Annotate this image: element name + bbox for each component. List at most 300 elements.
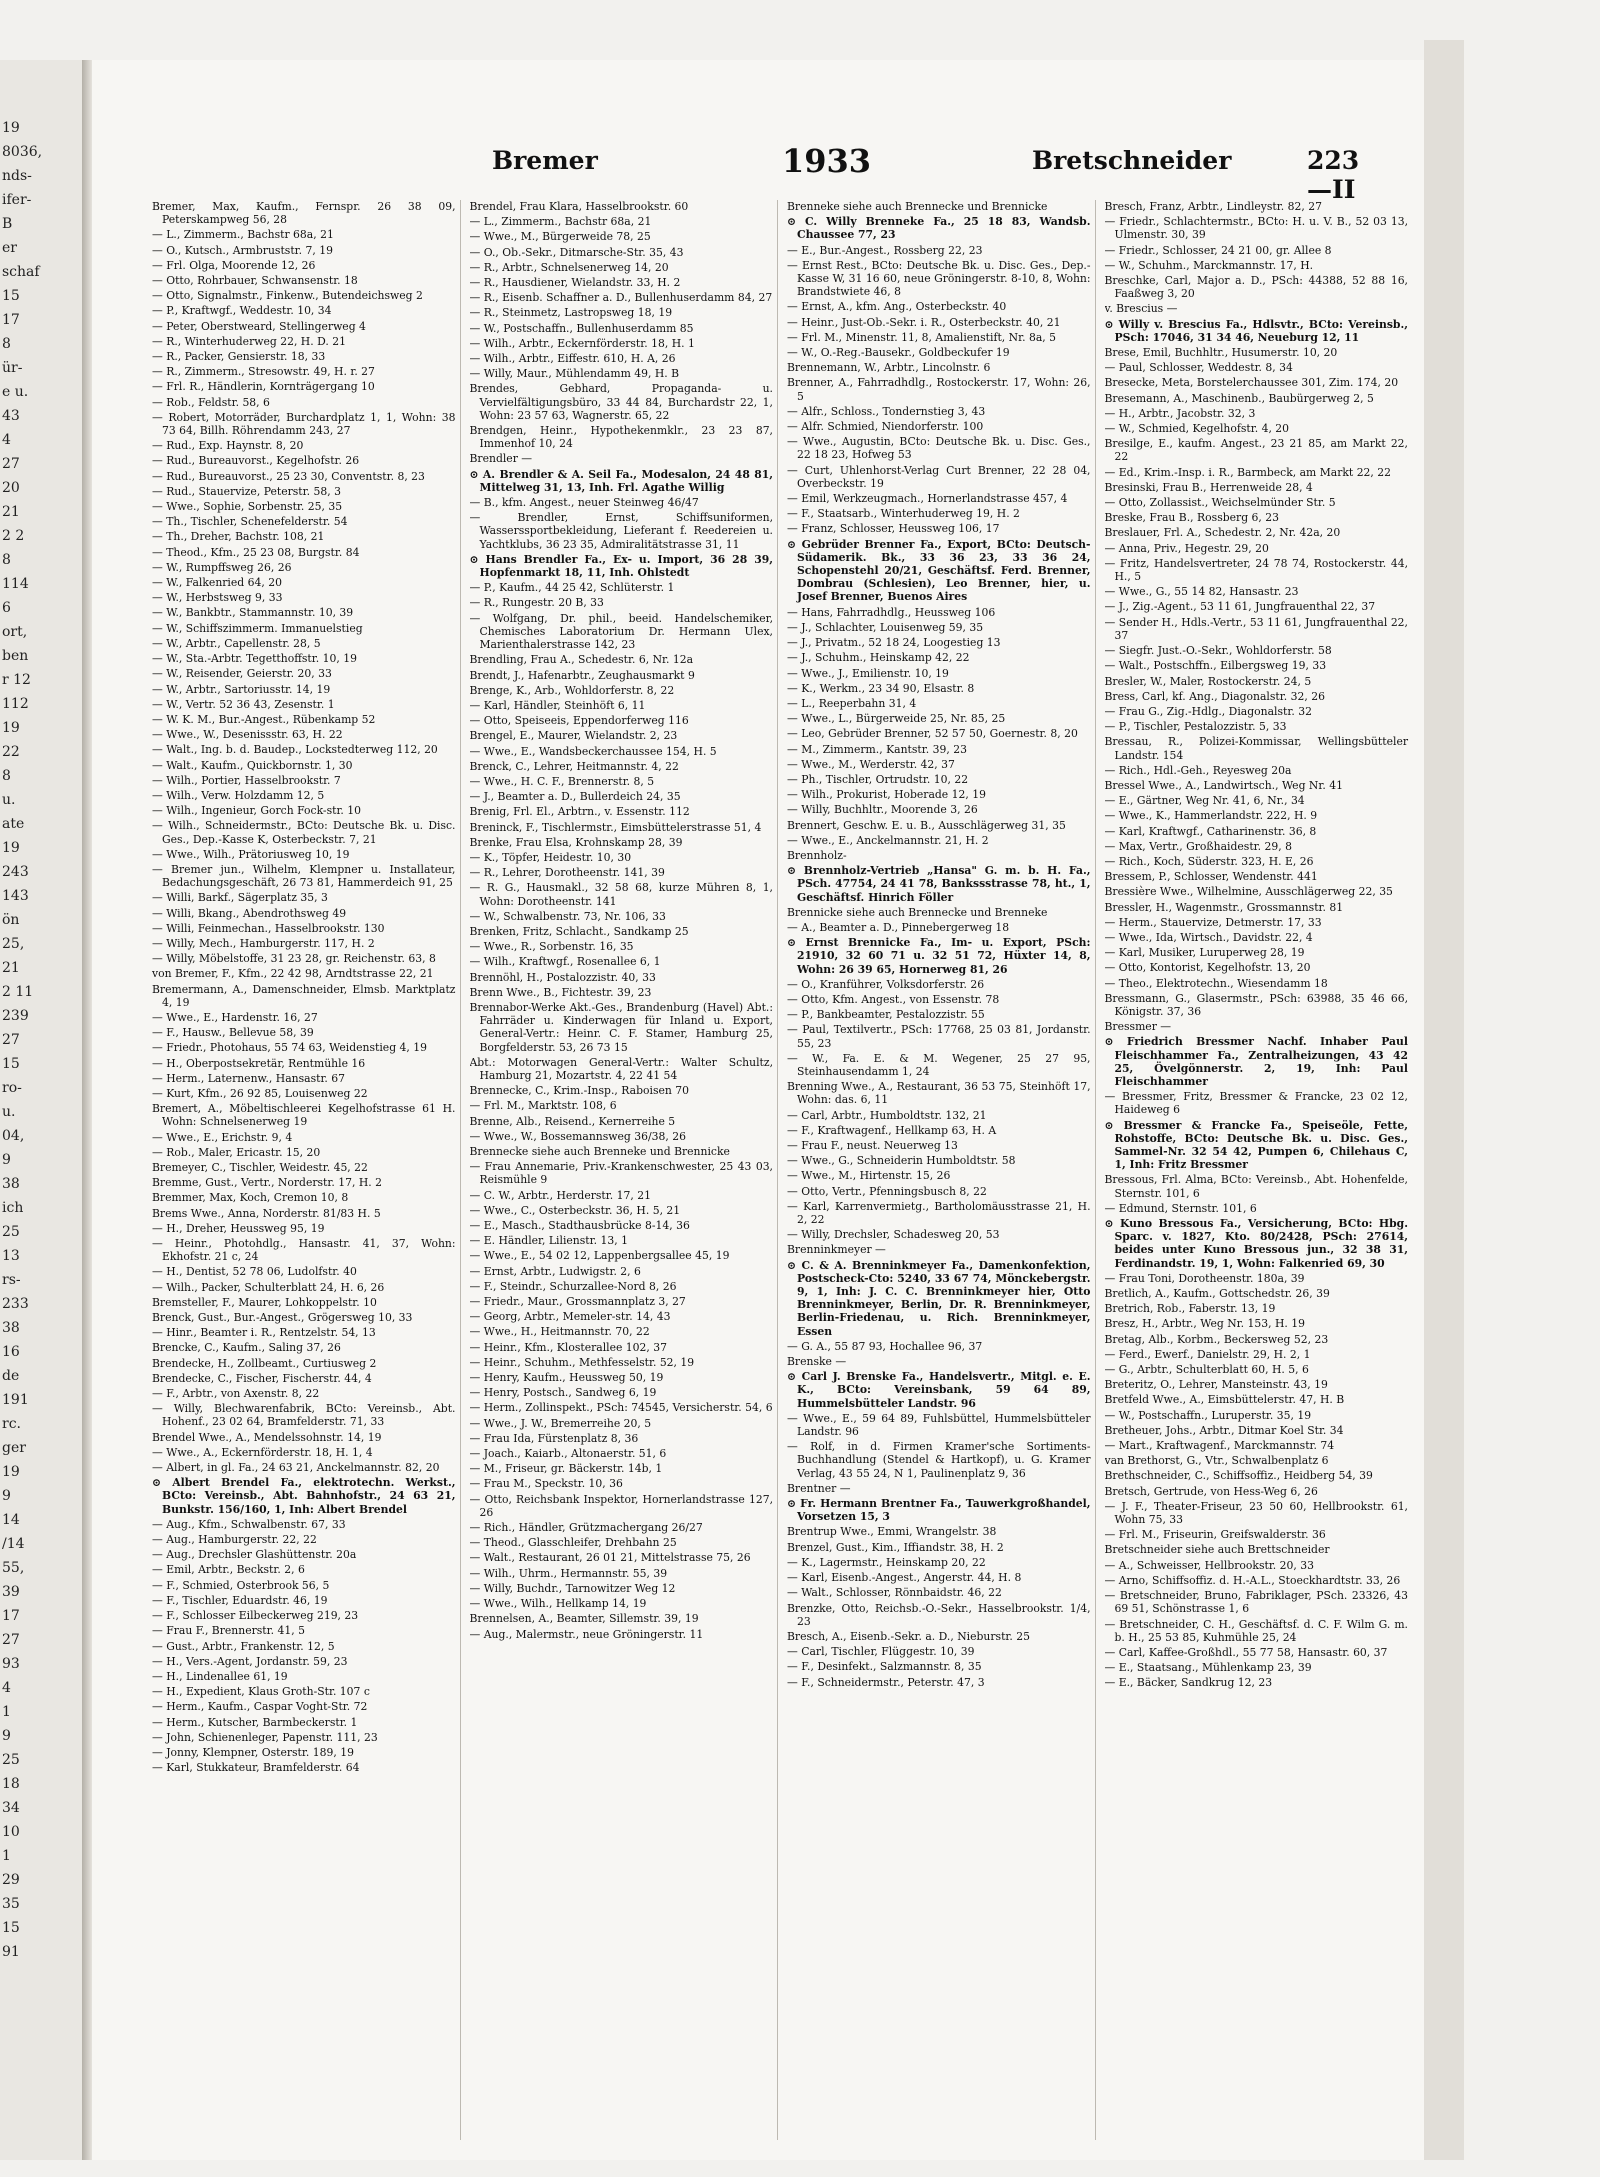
directory-entry: — Friedr., Photohaus, 55 74 63, Weidenstieg 4, 19 bbox=[152, 1041, 428, 1055]
directory-entry: — W., Postschaffn., Luruperstr. 35, 19 bbox=[1104, 1408, 1312, 1422]
directory-entry: Brendecke, H., Zollbeamt., Curtiusweg 2 bbox=[152, 1356, 377, 1370]
directory-entry: ⊙ Fr. Hermann Brentner Fa., Tauwerkgroßhandel, Vorsetzen 15, 3 bbox=[787, 1497, 1091, 1524]
directory-entry: — Otto, Kfm. Angest., von Essenstr. 78 bbox=[787, 992, 1000, 1006]
directory-entry: — Arno, Schiffsoffiz. d. H.-A.L., Stoeckhardtstr. 33, 26 bbox=[1104, 1573, 1401, 1587]
directory-page bbox=[92, 60, 1424, 2160]
directory-entry: Bretlich, A., Kaufm., Gottschedstr. 26, 39 bbox=[1104, 1287, 1330, 1301]
directory-entry: — Wilh., Packer, Schulterblatt 24, H. 6, 26 bbox=[152, 1280, 385, 1294]
margin-fragment: 14 bbox=[2, 1512, 20, 1528]
directory-entry: — Heinr., Just-Ob.-Sekr. i. R., Osterbeckstr. 40, 21 bbox=[787, 315, 1061, 329]
directory-entry: — Ferd., Ewerf., Danielstr. 29, H. 2, 1 bbox=[1104, 1347, 1311, 1361]
column-4 bbox=[1105, 200, 1413, 2140]
directory-entry: — Heinr., Schuhm., Methfesselstr. 52, 19 bbox=[469, 1355, 695, 1369]
directory-entry: — Robert, Motorräder, Burchardplatz 1, 1, Wohn: 38 73 64, Billh. Röhrendamm 243, 27 bbox=[152, 410, 456, 438]
directory-entry: — Wwe., R., Sorbenstr. 16, 35 bbox=[469, 940, 634, 954]
directory-entry: Brenske — bbox=[787, 1355, 847, 1369]
directory-entry: Bressau, R., Polizei-Kommissar, Wellingsbütteler Landstr. 154 bbox=[1104, 735, 1408, 762]
directory-entry: — Aug., Malermstr., neue Gröningerstr. 11 bbox=[469, 1627, 704, 1641]
directory-entry: — Wwe., K., Hammerlandstr. 222, H. 9 bbox=[1104, 809, 1318, 823]
directory-entry: — A., Schweisser, Hellbrookstr. 20, 33 bbox=[1104, 1558, 1315, 1572]
directory-entry: — Bretschneider, Bruno, Fabriklager, PSch. 23326, 43 69 51, Schönstrasse 1, 6 bbox=[1104, 1589, 1408, 1616]
directory-entry: Bretrich, Rob., Faberstr. 13, 19 bbox=[1104, 1302, 1276, 1316]
directory-entry: — Herm., Zollinspekt., PSch: 74545, Versicherstr. 54, 6 bbox=[469, 1401, 773, 1415]
directory-entry: ⊙ Kuno Bressous Fa., Versicherung, BCto: Hbg. Sparc. v. 1827, Kto. 80/2428, PSch: 27614, beides unter Kuno Bressous jun., 32 38 31, Ferdinandstr. 19, 1, Wohn: Falkenried 69, 30 bbox=[1104, 1217, 1408, 1270]
directory-columns bbox=[152, 200, 1412, 2140]
directory-entry: Breninck, F., Tischlermstr., Eimsbüttelerstrasse 51, 4 bbox=[469, 820, 762, 834]
directory-entry: — Willy, Buchhltr., Moorende 3, 26 bbox=[787, 803, 978, 817]
directory-entry: — Walt., Kaufm., Quickbornstr. 1, 30 bbox=[152, 758, 353, 772]
directory-entry: Bress, Carl, kf. Ang., Diagonalstr. 32, 26 bbox=[1104, 689, 1325, 703]
directory-entry: ⊙ Bressmer & Francke Fa., Speiseöle, Fette, Rohstoffe, BCto: Deutsche Bk. u. Disc. Ges., Sammel-Nr. 32 54 42, Pumpen 6, Chilehaus C, 1, Inh: Fritz Bressmer bbox=[1104, 1118, 1408, 1172]
margin-fragment: rs- bbox=[2, 1272, 21, 1288]
directory-entry: — W., Vertr. 52 36 43, Zesenstr. 1 bbox=[152, 697, 335, 711]
page-edge bbox=[1424, 40, 1464, 2160]
directory-entry: — Walt., Ing. b. d. Baudep., Lockstedterweg 112, 20 bbox=[152, 743, 438, 757]
directory-entry: Brennholz- bbox=[787, 848, 847, 862]
directory-entry: — F., Steindr., Schurzallee-Nord 8, 26 bbox=[469, 1279, 677, 1293]
directory-entry: Brentner — bbox=[787, 1481, 851, 1495]
margin-fragment: de bbox=[2, 1368, 20, 1384]
directory-entry: ⊙ Carl J. Brenske Fa., Handelsvertr., Mitgl. e. E. K., BCto: Vereinsbank, 59 64 89, Hummelsbütteler Landstr. 96 bbox=[787, 1370, 1091, 1410]
directory-entry: — Theo., Elektrotechn., Wiesendamm 18 bbox=[1104, 976, 1328, 990]
directory-entry: — Karl, Eisenb.-Angest., Angerstr. 44, H. 8 bbox=[787, 1571, 1022, 1585]
directory-entry: — W., Fa. E. & M. Wegener, 25 27 95, Steinhausendamm 1, 24 bbox=[787, 1051, 1091, 1078]
directory-entry: ⊙ Albert Brendel Fa., elektrotechn. Werkst., BCto: Vereinsb., Abt. Bahnhofstr., 24 63 21, Bunkstr. 156/160, 1, Inh: Albert Brendel bbox=[152, 1476, 456, 1516]
directory-entry: — J. F., Theater-Friseur, 23 50 60, Hellbrookstr. 61, Wohn 75, 33 bbox=[1104, 1499, 1408, 1527]
directory-entry: — K., Lagermstr., Heinskamp 20, 22 bbox=[787, 1555, 986, 1569]
directory-entry: — Willy, Buchdr., Tarnowitzer Weg 12 bbox=[469, 1581, 676, 1595]
directory-entry: — Friedr., Schlosser, 24 21 00, gr. Allee 8 bbox=[1104, 243, 1332, 257]
directory-entry: — R., Lehrer, Dorotheenstr. 141, 39 bbox=[469, 866, 665, 880]
directory-entry: — Otto, Zollassist., Weichselmünder Str. 5 bbox=[1104, 496, 1336, 510]
directory-entry: Bresch, Franz, Arbtr., Lindleystr. 82, 27 bbox=[1104, 200, 1322, 213]
margin-fragment: 9 bbox=[2, 1152, 11, 1168]
directory-entry: — L., Zimmerm., Bachstr 68a, 21 bbox=[469, 215, 652, 229]
margin-fragment: 16 bbox=[2, 1344, 20, 1360]
directory-entry: — H., Lindenallee 61, 19 bbox=[152, 1669, 288, 1683]
directory-entry: Bretfeld Wwe., A., Eimsbüttelerstr. 47, H. B bbox=[1104, 1393, 1345, 1407]
directory-entry: Brendt, J., Hafenarbtr., Zeughausmarkt 9 bbox=[469, 668, 695, 682]
directory-entry: — P., Tischler, Pestalozzistr. 5, 33 bbox=[1104, 720, 1287, 734]
directory-entry: Brems Wwe., Anna, Norderstr. 81/83 H. 5 bbox=[152, 1206, 381, 1220]
margin-fragment: u. bbox=[2, 1104, 16, 1120]
directory-entry: — Wwe., L., Bürgerweide 25, Nr. 85, 25 bbox=[787, 712, 1006, 726]
margin-fragment: ort, bbox=[2, 624, 28, 640]
directory-entry: — Willy, Maur., Mühlendamm 49, H. B bbox=[469, 367, 680, 381]
directory-entry: — E. Händler, Lilienstr. 13, 1 bbox=[469, 1234, 628, 1248]
directory-entry: — Peter, Oberstweard, Stellingerweg 4 bbox=[152, 319, 366, 333]
directory-entry: — Frau F., Brennerstr. 41, 5 bbox=[152, 1624, 305, 1638]
directory-entry: — Willi, Bkang., Abendrothsweg 49 bbox=[152, 906, 347, 920]
margin-fragment: 19 bbox=[2, 840, 20, 856]
directory-entry: Brenck, C., Lehrer, Heitmannstr. 4, 22 bbox=[469, 759, 679, 773]
directory-entry: — Otto, Rohrbauer, Schwansenstr. 18 bbox=[152, 274, 358, 288]
directory-entry: — Albert, in gl. Fa., 24 63 21, Anckelmannstr. 82, 20 bbox=[152, 1461, 440, 1475]
margin-fragment: 8 bbox=[2, 552, 11, 568]
directory-entry: ⊙ Hans Brendler Fa., Ex- u. Import, 36 28 39, Hopfenmarkt 18, 11, Inh. Ohlstedt bbox=[469, 552, 773, 580]
directory-entry: Breteritz, O., Lehrer, Mansteinstr. 43, 19 bbox=[1104, 1378, 1328, 1392]
directory-entry: Breschke, Carl, Major a. D., PSch: 44388, 52 88 16, Faaßweg 3, 20 bbox=[1104, 274, 1408, 301]
directory-entry: — Wwe., Augustin, BCto: Deutsche Bk. u. Disc. Ges., 22 18 23, Hofweg 53 bbox=[787, 435, 1091, 462]
directory-entry: — Otto, Kontorist, Kegelhofstr. 13, 20 bbox=[1104, 961, 1311, 975]
directory-entry: Brengel, E., Maurer, Wielandstr. 2, 23 bbox=[469, 729, 678, 743]
directory-entry: Bremme, Gust., Vertr., Norderstr. 17, H. 2 bbox=[152, 1176, 382, 1190]
directory-entry: — Rud., Exp. Haynstr. 8, 20 bbox=[152, 439, 304, 453]
directory-entry: — W., Arbtr., Capellenstr. 28, 5 bbox=[152, 636, 321, 650]
directory-entry: — Wilh., Kraftwgf., Rosenallee 6, 1 bbox=[469, 955, 661, 969]
directory-entry: — M., Friseur, gr. Bäckerstr. 14b, 1 bbox=[469, 1462, 663, 1476]
directory-entry: Bressous, Frl. Alma, BCto: Vereinsb., Abt. Hohenfelde, Sternstr. 101, 6 bbox=[1104, 1173, 1408, 1200]
directory-entry: — Aug., Drechsler Glashüttenstr. 20a bbox=[152, 1548, 357, 1562]
directory-entry: — O., Ob.-Sekr., Ditmarsche-Str. 35, 43 bbox=[469, 245, 684, 259]
margin-fragment: B bbox=[2, 216, 13, 232]
directory-entry: — W., Reisender, Geierstr. 20, 33 bbox=[152, 667, 332, 681]
directory-entry: — Wwe., Wilh., Hellkamp 14, 19 bbox=[469, 1597, 647, 1611]
margin-fragment: 8 bbox=[2, 336, 11, 352]
directory-entry: — Wwe., E., Hardenstr. 16, 27 bbox=[152, 1010, 318, 1024]
margin-fragment: nds- bbox=[2, 168, 32, 184]
directory-entry: — R., Eisenb. Schaffner a. D., Bullenhuserdamm 84, 27 bbox=[469, 291, 773, 305]
directory-entry: Brenig, Frl. El., Arbtrn., v. Essenstr. 112 bbox=[469, 805, 690, 819]
directory-entry: Brendgen, Heinr., Hypothekenmklr., 23 23 87, Immenhof 10, 24 bbox=[469, 424, 773, 451]
directory-entry: — J., Zig.-Agent., 53 11 61, Jungfrauenthal 22, 37 bbox=[1104, 600, 1376, 614]
directory-entry: Brenken, Fritz, Schlacht., Sandkamp 25 bbox=[469, 924, 689, 938]
directory-entry: — Rich., Koch, Süderstr. 323, H. E, 26 bbox=[1104, 854, 1314, 868]
directory-entry: — Aug., Kfm., Schwalbenstr. 67, 33 bbox=[152, 1517, 346, 1531]
margin-fragment: 20 bbox=[2, 480, 20, 496]
directory-entry: — John, Schienenleger, Papenstr. 111, 23 bbox=[152, 1730, 378, 1744]
directory-entry: — Wwe., G., 55 14 82, Hansastr. 23 bbox=[1104, 585, 1299, 599]
margin-fragment: 21 bbox=[2, 960, 20, 976]
directory-entry: — Wilh., Verw. Holzdamm 12, 5 bbox=[152, 788, 325, 802]
directory-entry: — W., Arbtr., Sartoriusstr. 14, 19 bbox=[152, 682, 331, 696]
directory-entry: — Emil, Arbtr., Beckstr. 2, 6 bbox=[152, 1563, 305, 1577]
directory-entry: — H., Oberpostsekretär, Rentmühle 16 bbox=[152, 1056, 366, 1070]
directory-entry: Bretag, Alb., Korbm., Beckersweg 52, 23 bbox=[1104, 1332, 1329, 1346]
directory-entry: — B., kfm. Angest., neuer Steinweg 46/47 bbox=[469, 496, 699, 510]
directory-entry: — F., Hausw., Bellevue 58, 39 bbox=[152, 1026, 314, 1040]
margin-fragment: 243 bbox=[2, 864, 29, 880]
directory-entry: Brencke, C., Kaufm., Saling 37, 26 bbox=[152, 1341, 341, 1355]
margin-fragment: schaf bbox=[2, 264, 40, 280]
margin-fragment: 10 bbox=[2, 1824, 20, 1840]
directory-entry: — K., Werkm., 23 34 90, Elsastr. 8 bbox=[787, 681, 975, 695]
directory-entry: — Ernst Rest., BCto: Deutsche Bk. u. Disc. Ges., Dep.-Kasse W, 31 16 60, neue Gröningerstr. 8-10, 8, Wohn: Brandstwiete 46, 8 bbox=[787, 258, 1091, 299]
margin-fragment: u. bbox=[2, 792, 16, 808]
directory-entry: — F., Staatsarb., Winterhuderweg 19, H. 2 bbox=[787, 507, 1020, 521]
directory-entry: — H., Arbtr., Jacobstr. 32, 3 bbox=[1104, 406, 1256, 420]
directory-entry: — Rud., Bureauvorst., 25 23 30, Conventstr. 8, 23 bbox=[152, 469, 425, 483]
directory-entry: — W., Falkenried 64, 20 bbox=[152, 576, 282, 590]
directory-entry: v. Brescius — bbox=[1104, 302, 1178, 316]
margin-fragment: 112 bbox=[2, 696, 29, 712]
directory-entry: — F., Desinfekt., Salzmannstr. 8, 35 bbox=[787, 1660, 982, 1674]
margin-fragment: ate bbox=[2, 816, 25, 832]
directory-entry: — R., Winterhuderweg 22, H. D. 21 bbox=[152, 334, 346, 348]
margin-fragment: 22 bbox=[2, 744, 20, 760]
margin-fragment: 25 bbox=[2, 1752, 20, 1768]
directory-entry: Bretsch, Gertrude, von Hess-Weg 6, 26 bbox=[1104, 1484, 1318, 1498]
directory-entry: Brenzke, Otto, Reichsb.-O.-Sekr., Hasselbrookstr. 1/4, 23 bbox=[787, 1601, 1091, 1628]
directory-entry: ⊙ Gebrüder Brenner Fa., Export, BCto: Deutsch-Südamerik. Bk., 33 36 23, 33 36 24, Schopenstehl 20/21, Geschäftsf. Ferd. Brenner, Dombrau (Schlesien), Leo Brenner, hier, u. Josef Brenner, Buenos Aires bbox=[787, 537, 1091, 604]
margin-fragment: 91 bbox=[2, 1944, 20, 1960]
directory-entry: — Heinr., Photohdlg., Hansastr. 41, 37, Wohn: Ekhofstr. 21 c, 24 bbox=[152, 1237, 456, 1264]
directory-entry: — Frau G., Zig.-Hdlg., Diagonalstr. 32 bbox=[1104, 704, 1312, 718]
column-3 bbox=[787, 200, 1096, 2140]
directory-entry: Bresz, H., Arbtr., Weg Nr. 153, H. 19 bbox=[1104, 1317, 1305, 1331]
directory-entry: — Rolf, in d. Firmen Kramer'sche Sortiments-Buchhandlung (Stendel & Hartkopf), u. G. Kramer Verlag, 43 55 24, N 1, Paulinenplatz 9, 36 bbox=[787, 1440, 1091, 1480]
directory-entry: — Gust., Arbtr., Frankenstr. 12, 5 bbox=[152, 1639, 335, 1653]
directory-entry: Brendecke, C., Fischer, Fischerstr. 44, 4 bbox=[152, 1371, 372, 1385]
margin-fragment: 15 bbox=[2, 1056, 20, 1072]
directory-entry: — Rich., Hdl.-Geh., Reyesweg 20a bbox=[1104, 763, 1292, 777]
column-2 bbox=[470, 200, 779, 2140]
directory-entry: — Wwe., E., Wandsbeckerchaussee 154, H. 5 bbox=[469, 744, 717, 758]
directory-entry: — Wwe., Sophie, Sorbenstr. 25, 35 bbox=[152, 500, 343, 514]
directory-entry: — Georg, Arbtr., Memeler-str. 14, 43 bbox=[469, 1310, 671, 1324]
margin-fragment: 4 bbox=[2, 1680, 11, 1696]
directory-entry: — Rud., Stauervize, Peterstr. 58, 3 bbox=[152, 484, 341, 498]
directory-entry: — J., Privatm., 52 18 24, Loogestieg 13 bbox=[787, 636, 1001, 650]
directory-entry: — Bressmer, Fritz, Bressmer & Francke, 23 02 12, Haideweg 6 bbox=[1104, 1090, 1408, 1117]
margin-fragment: ben bbox=[2, 648, 29, 664]
directory-entry: — W. K. M., Bur.-Angest., Rübenkamp 52 bbox=[152, 712, 376, 726]
directory-entry: — W., Bankbtr., Stammannstr. 10, 39 bbox=[152, 606, 354, 620]
directory-entry: — E., Masch., Stadthausbrücke 8-14, 36 bbox=[469, 1219, 690, 1233]
directory-entry: — W., Postschaffn., Bullenhuserdamm 85 bbox=[469, 321, 694, 335]
directory-entry: Brennecke siehe auch Brenneke und Brennicke bbox=[469, 1145, 730, 1158]
directory-entry: — E., Bur.-Angest., Rossberg 22, 23 bbox=[787, 243, 983, 257]
directory-entry: — Herm., Stauervize, Detmerstr. 17, 33 bbox=[1104, 915, 1322, 929]
directory-entry: — Frl. M., Marktstr. 108, 6 bbox=[469, 1099, 617, 1113]
margin-fragment: ich bbox=[2, 1200, 24, 1216]
directory-entry: — Fritz, Handelsvertreter, 24 78 74, Rostockerstr. 44, H., 5 bbox=[1104, 556, 1408, 584]
directory-entry: — Henry, Postsch., Sandweg 6, 19 bbox=[469, 1386, 657, 1400]
directory-entry: — Carl, Kaffee-Großhdl., 55 77 58, Hansastr. 60, 37 bbox=[1104, 1645, 1388, 1659]
margin-fragment: 233 bbox=[2, 1296, 29, 1312]
directory-entry: — Karl, Kraftwgf., Catharinenstr. 36, 8 bbox=[1104, 824, 1317, 838]
directory-entry: Brendel, Frau Klara, Hasselbrookstr. 60 bbox=[469, 200, 689, 213]
directory-entry: Bressler, H., Wagenmstr., Grossmannstr. 81 bbox=[1104, 900, 1344, 914]
margin-fragment: 9 bbox=[2, 1488, 11, 1504]
directory-entry: — Sender H., Hdls.-Vertr., 53 11 61, Jungfrauenthal 22, 37 bbox=[1104, 615, 1408, 642]
margin-fragment: e u. bbox=[2, 384, 29, 400]
margin-fragment: 27 bbox=[2, 1632, 20, 1648]
directory-entry: — Otto, Speiseeis, Eppendorferweg 116 bbox=[469, 714, 689, 728]
directory-entry: — Joach., Kaiarb., Altonaerstr. 51, 6 bbox=[469, 1447, 667, 1461]
directory-entry: Bresemann, A., Maschinenb., Baubürgerweg 2, 5 bbox=[1104, 391, 1374, 405]
directory-entry: — P., Bankbeamter, Pestalozzistr. 55 bbox=[787, 1008, 985, 1022]
directory-entry: Brenne, Alb., Reisend., Kernerreihe 5 bbox=[469, 1114, 676, 1128]
directory-entry: — R. G., Hausmakl., 32 58 68, kurze Mühren 8, 1, Wohn: Dorotheenstr. 141 bbox=[469, 881, 773, 908]
directory-entry: — Frau M., Speckstr. 10, 36 bbox=[469, 1477, 623, 1491]
directory-entry: — Wolfgang, Dr. phil., beeid. Handelschemiker, Chemisches Laboratorium Dr. Hermann Ulex, Marienthalerstrasse 142, 23 bbox=[469, 611, 773, 652]
directory-entry: — Wwe., E., 54 02 12, Lappenbergsallee 45, 19 bbox=[469, 1249, 730, 1263]
directory-entry: — Karl, Stukkateur, Bramfelderstr. 64 bbox=[152, 1761, 360, 1775]
directory-entry: — R., Arbtr., Schnelsenerweg 14, 20 bbox=[469, 260, 669, 274]
directory-entry: — R., Packer, Gensierstr. 18, 33 bbox=[152, 350, 326, 364]
directory-entry: — Frl. M., Minenstr. 11, 8, Amalienstift, Nr. 8a, 5 bbox=[787, 330, 1056, 344]
directory-entry: — Frau Ida, Fürstenplatz 8, 36 bbox=[469, 1431, 639, 1445]
directory-entry: Brennicke siehe auch Brennecke und Brenneke bbox=[787, 905, 1048, 919]
directory-entry: — P., Kaufm., 44 25 42, Schlüterstr. 1 bbox=[469, 581, 675, 595]
directory-entry: — Friedr., Maur., Grossmannplatz 3, 27 bbox=[469, 1295, 686, 1309]
directory-entry: — Theod., Kfm., 25 23 08, Burgstr. 84 bbox=[152, 545, 360, 559]
directory-entry: Bresilge, E., kaufm. Angest., 23 21 85, am Markt 22, 22 bbox=[1104, 437, 1408, 464]
margin-fragment: 29 bbox=[2, 1872, 20, 1888]
directory-entry: — Wilh., Prokurist, Hoberade 12, 19 bbox=[787, 788, 986, 802]
margin-fragment: 38 bbox=[2, 1176, 20, 1192]
directory-entry: ⊙ C. Willy Brenneke Fa., 25 18 83, Wandsb. Chaussee 77, 23 bbox=[787, 215, 1091, 242]
directory-entry: — G. A., 55 87 93, Hochallee 96, 37 bbox=[787, 1339, 983, 1353]
directory-entry: — Otto, Signalmstr., Finkenw., Butendeichsweg 2 bbox=[152, 289, 423, 303]
directory-entry: Bremmer, Max, Koch, Cremon 10, 8 bbox=[152, 1191, 349, 1205]
directory-entry: — Ernst, Arbtr., Ludwigstr. 2, 6 bbox=[469, 1264, 641, 1278]
directory-entry: Bresch, A., Eisenb.-Sekr. a. D., Nieburstr. 25 bbox=[787, 1629, 1031, 1643]
directory-entry: Bremsteller, F., Maurer, Lohkoppelstr. 10 bbox=[152, 1295, 377, 1309]
directory-entry: — Otto, Reichsbank Inspektor, Hornerlandstrasse 127, 26 bbox=[469, 1492, 773, 1519]
directory-entry: — Frl. M., Friseurin, Greifswalderstr. 36 bbox=[1104, 1528, 1326, 1542]
directory-entry: — Herm., Kutscher, Barmbeckerstr. 1 bbox=[152, 1715, 358, 1729]
directory-entry: — M., Zimmerm., Kantstr. 39, 23 bbox=[787, 742, 967, 756]
directory-entry: — Wwe., E., Anckelmannstr. 21, H. 2 bbox=[787, 833, 989, 847]
directory-entry: — J., Schuhm., Heinskamp 42, 22 bbox=[787, 651, 970, 665]
directory-entry: — Wwe., M., Werderstr. 42, 37 bbox=[787, 757, 955, 771]
directory-entry: — E., Bäcker, Sandkrug 12, 23 bbox=[1104, 1676, 1273, 1690]
margin-fragment: 2 11 bbox=[2, 984, 34, 1000]
margin-fragment: ür- bbox=[2, 360, 23, 376]
directory-entry: Abt.: Motorwagen General-Vertr.: Walter Schultz, Hamburg 21, Mozartstr. 4, 22 41 54 bbox=[469, 1055, 773, 1082]
directory-entry: Bresecke, Meta, Borstelerchaussee 301, Zim. 174, 20 bbox=[1104, 376, 1399, 390]
directory-entry: — E., Gärtner, Weg Nr. 41, 6, Nr., 34 bbox=[1104, 794, 1305, 808]
directory-entry: — Wwe., M., Bürgerweide 78, 25 bbox=[469, 230, 651, 244]
directory-entry: — Willy, Möbelstoffe, 31 23 28, gr. Reichenstr. 63, 8 bbox=[152, 952, 436, 966]
directory-entry: — F., Arbtr., von Axenstr. 8, 22 bbox=[152, 1387, 320, 1401]
directory-entry: Brennert, Geschw. E. u. B., Ausschlägerweg 31, 35 bbox=[787, 818, 1066, 832]
directory-entry: Brentrup Wwe., Emmi, Wrangelstr. 38 bbox=[787, 1525, 997, 1539]
directory-entry: Brenner, A., Fahrradhdlg., Rostockerstr. 17, Wohn: 26, 5 bbox=[787, 376, 1091, 403]
margin-fragment: 55, bbox=[2, 1560, 25, 1576]
directory-entry: — Curt, Uhlenhorst-Verlag Curt Brenner, 22 28 04, Overbeckstr. 19 bbox=[787, 463, 1091, 490]
margin-fragment: 34 bbox=[2, 1800, 20, 1816]
directory-entry: Brendler — bbox=[469, 452, 533, 466]
directory-entry: — Walt., Schlosser, Rönnbaidstr. 46, 22 bbox=[787, 1586, 1002, 1600]
directory-entry: — Anna, Priv., Hegestr. 29, 20 bbox=[1104, 541, 1269, 555]
margin-fragment: 114 bbox=[2, 576, 29, 592]
directory-entry: — Wwe., M., Hirtenstr. 15, 26 bbox=[787, 1169, 951, 1183]
directory-entry: — R., Hausdiener, Wielandstr. 33, H. 2 bbox=[469, 276, 681, 290]
directory-entry: — J., Beamter a. D., Bullerdeich 24, 35 bbox=[469, 790, 681, 804]
directory-entry: ⊙ C. & A. Brenninkmeyer Fa., Damenkonfektion, Postscheck-Cto: 5240, 33 67 74, Mönckebergstr. 9, 1, Inh: J. C. C. Brenninkmeyer hier, Otto Brenninkmeyer, Berlin, Dr. R. Brenninkmeyer, Berlin-Friedenau, u. Rich. Brenninkmeyer, Essen bbox=[787, 1258, 1091, 1338]
directory-entry: — J., Schlachter, Louisenweg 59, 35 bbox=[787, 620, 984, 634]
directory-entry: — Walt., Postschffn., Eilbergsweg 19, 33 bbox=[1104, 659, 1327, 673]
margin-fragment: 13 bbox=[2, 1248, 20, 1264]
directory-entry: — Th., Tischler, Schenefelderstr. 54 bbox=[152, 515, 348, 529]
directory-entry: Brennemann, W., Arbtr., Lincolnstr. 6 bbox=[787, 361, 991, 375]
margin-fragment: 15 bbox=[2, 288, 20, 304]
directory-entry: — Wilh., Uhrm., Hermannstr. 55, 39 bbox=[469, 1566, 668, 1580]
directory-entry: Brenke, Frau Elsa, Krohnskamp 28, 39 bbox=[469, 835, 683, 849]
directory-entry: — H., Dentist, 52 78 06, Ludolfstr. 40 bbox=[152, 1265, 357, 1279]
directory-entry: ⊙ Brennholz-Vertrieb „Hansa" G. m. b. H. Fa., PSch. 47754, 24 41 78, Bankssstrasse 78, ht., 1, Geschäftsf. Hinrich Föller bbox=[787, 864, 1091, 904]
directory-entry: Brenzel, Gust., Kim., Iffiandstr. 38, H. 2 bbox=[787, 1540, 1004, 1554]
directory-entry: — Rob., Maler, Ericastr. 15, 20 bbox=[152, 1145, 321, 1159]
directory-entry: — Friedr., Schlachtermstr., BCto: H. u. V. B., 52 03 13, Ulmenstr. 30, 39 bbox=[1104, 215, 1408, 242]
directory-entry: — Hans, Fahrradhdlg., Heussweg 106 bbox=[787, 605, 996, 619]
margin-fragment: 143 bbox=[2, 888, 29, 904]
directory-entry: — Otto, Vertr., Pfenningsbusch 8, 22 bbox=[787, 1184, 987, 1198]
directory-entry: Bressmer — bbox=[1104, 1020, 1172, 1034]
directory-entry: — Rob., Feldstr. 58, 6 bbox=[152, 395, 270, 409]
margin-fragment: 18 bbox=[2, 1776, 20, 1792]
directory-entry: Bresler, W., Maler, Rostockerstr. 24, 5 bbox=[1104, 674, 1312, 688]
directory-entry: — Rich., Händler, Grützmachergang 26/27 bbox=[469, 1521, 703, 1535]
directory-entry: — Karl, Karrenvermietg., Bartholomäusstrasse 21, H. 2, 22 bbox=[787, 1199, 1091, 1227]
directory-entry: — L., Zimmerm., Bachstr 68a, 21 bbox=[152, 228, 334, 242]
directory-entry: — Carl, Arbtr., Humboldtstr. 132, 21 bbox=[787, 1108, 987, 1122]
margin-fragment: 8 bbox=[2, 768, 11, 784]
margin-fragment: 19 bbox=[2, 120, 20, 136]
margin-fragment: 93 bbox=[2, 1656, 20, 1672]
directory-entry: — Wilh., Portier, Hasselbrookstr. 7 bbox=[152, 773, 341, 787]
directory-entry: Brese, Emil, Buchhltr., Husumerstr. 10, 20 bbox=[1104, 346, 1338, 360]
directory-entry: — Carl, Tischler, Flüggestr. 10, 39 bbox=[787, 1645, 975, 1659]
column-1 bbox=[152, 200, 461, 2140]
directory-entry: — Theod., Glasschleifer, Drehbahn 25 bbox=[469, 1536, 677, 1550]
margin-fragment: 43 bbox=[2, 408, 20, 424]
directory-entry: — F., Schmied, Osterbrook 56, 5 bbox=[152, 1578, 330, 1592]
directory-entry: — Willy, Mech., Hamburgerstr. 117, H. 2 bbox=[152, 936, 375, 950]
directory-entry: — Th., Dreher, Bachstr. 108, 21 bbox=[152, 530, 325, 544]
margin-fragment: rc. bbox=[2, 1416, 21, 1432]
directory-entry: Bresinski, Frau B., Herrenweide 28, 4 bbox=[1104, 480, 1313, 494]
directory-entry: Bremeyer, C., Tischler, Weidestr. 45, 22 bbox=[152, 1161, 368, 1174]
margin-fragment: 15 bbox=[2, 1920, 20, 1936]
directory-entry: — Emil, Werkzeugmach., Hornerlandstrasse 457, 4 bbox=[787, 492, 1068, 506]
directory-entry: Breslauer, Frl. A., Schedestr. 2, Nr. 42a, 20 bbox=[1104, 526, 1341, 540]
directory-entry: Bremert, A., Möbeltischleerei Kegelhofstrasse 61 H. Wohn: Schnelsenerweg 19 bbox=[152, 1102, 456, 1129]
directory-entry: — P., Kraftwgf., Weddestr. 10, 34 bbox=[152, 304, 332, 318]
directory-entry: — Frau Toni, Dorotheenstr. 180a, 39 bbox=[1104, 1271, 1305, 1285]
directory-entry: — Wwe., W., Bossemannsweg 36/38, 26 bbox=[469, 1129, 686, 1143]
margin-fragment: 191 bbox=[2, 1392, 29, 1408]
directory-entry: — Ed., Krim.-Insp. i. R., Barmbeck, am Markt 22, 22 bbox=[1104, 465, 1392, 479]
adjacent-page-fragment bbox=[0, 60, 83, 2160]
directory-entry: Brenneke siehe auch Brennecke und Brennicke bbox=[787, 200, 1048, 213]
margin-fragment: 21 bbox=[2, 504, 20, 520]
directory-entry: — Wwe., J., Emilienstr. 10, 19 bbox=[787, 666, 949, 680]
directory-entry: — Bremer jun., Wilhelm, Klempner u. Installateur, Bedachungsgeschäft, 26 73 81, Hammerdeich 91, 25 bbox=[152, 862, 456, 890]
directory-entry: Bretschneider siehe auch Brettschneider bbox=[1104, 1543, 1330, 1557]
margin-fragment: 04, bbox=[2, 1128, 25, 1144]
directory-entry: — Frl. Olga, Moorende 12, 26 bbox=[152, 258, 316, 272]
directory-entry: — W., Rumpffsweg 26, 26 bbox=[152, 560, 292, 574]
directory-entry: — Karl, Händler, Steinhöft 6, 11 bbox=[469, 698, 646, 712]
margin-fragment: 39 bbox=[2, 1584, 20, 1600]
margin-fragment: 1 bbox=[2, 1704, 11, 1720]
directory-entry: — F., Schneidermstr., Peterstr. 47, 3 bbox=[787, 1675, 985, 1689]
directory-entry: — Siegfr. Just.-O.-Sekr., Wohldorferstr. 58 bbox=[1104, 644, 1332, 658]
directory-entry: Brennabor-Werke Akt.-Ges., Brandenburg (Havel) Abt.: Fahrräder u. Kinderwagen für Inland u. Export, General-Vertr.: Heinr. C. F. Stamer, Hamburg 25, Borgfelderstr. 53, 26 73 15 bbox=[469, 1000, 773, 1054]
margin-fragment: 9 bbox=[2, 1728, 11, 1744]
directory-entry: von Bremer, F., Kfm., 22 42 98, Arndtstrasse 22, 21 bbox=[152, 967, 434, 981]
margin-fragment: r 12 bbox=[2, 672, 31, 688]
directory-entry: — R., Zimmerm., Stresowstr. 49, H. r. 27 bbox=[152, 365, 375, 379]
directory-entry: — Aug., Hamburgerstr. 22, 22 bbox=[152, 1533, 317, 1547]
directory-entry: — Wwe., H., Heitmannstr. 70, 22 bbox=[469, 1325, 650, 1339]
directory-entry: — W., O.-Reg.-Bausekr., Goldbeckufer 19 bbox=[787, 346, 1010, 360]
margin-fragment: 17 bbox=[2, 312, 20, 328]
